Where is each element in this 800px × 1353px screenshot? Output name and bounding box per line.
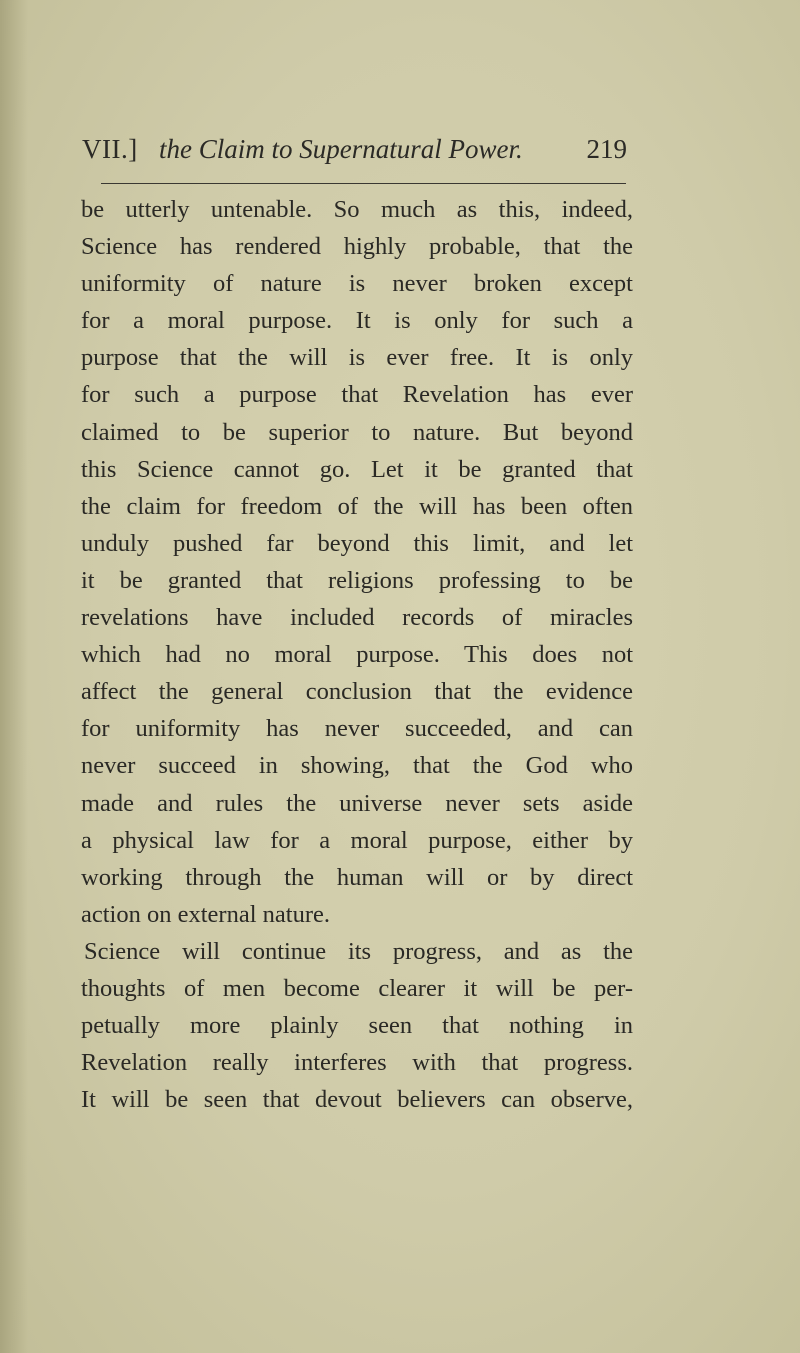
body-text bbox=[81, 191, 633, 1118]
text-line: for a moral purpose. It is only for such a bbox=[81, 307, 633, 335]
text-line: thoughts of men become clearer it will be per- bbox=[81, 974, 633, 1002]
text-line: unduly pushed far beyond this limit, and let bbox=[81, 529, 633, 557]
running-header bbox=[82, 134, 627, 180]
text-line: it be granted that religions professing to be bbox=[81, 566, 633, 594]
text-line: action on external nature. bbox=[81, 900, 330, 928]
text-line: revelations have included records of miracles bbox=[81, 604, 633, 632]
text-line: Science will continue its progress, and as the bbox=[84, 937, 633, 965]
text-line: affect the general conclusion that the evidence bbox=[81, 678, 633, 706]
text-line: which had no moral purpose. This does not bbox=[81, 641, 633, 669]
text-line: purpose that the will is ever free. It is only bbox=[81, 344, 633, 372]
text-line: a physical law for a moral purpose, either by bbox=[81, 826, 633, 854]
text-line: Revelation really interferes with that progress. bbox=[81, 1049, 633, 1077]
text-line: uniformity of nature is never broken except bbox=[81, 270, 633, 298]
text-line: the claim for freedom of the will has been often bbox=[81, 492, 633, 520]
text-line: this Science cannot go. Let it be granted that bbox=[81, 455, 633, 483]
text-line: claimed to be superior to nature. But beyond bbox=[81, 418, 633, 446]
text-line: working through the human will or by direct bbox=[81, 863, 633, 891]
chapter-number: VII.] bbox=[82, 134, 138, 164]
running-title: the Claim to Supernatural Power. bbox=[159, 134, 523, 164]
page-number: 219 bbox=[586, 134, 627, 164]
page-edge-shadow bbox=[0, 0, 28, 1353]
text-line: petually more plainly seen that nothing in bbox=[81, 1012, 633, 1040]
text-line: for uniformity has never succeeded, and can bbox=[81, 715, 633, 743]
text-line: Science has rendered highly probable, that the bbox=[81, 233, 633, 261]
header-rule bbox=[101, 183, 626, 184]
text-line: be utterly untenable. So much as this, indeed, bbox=[81, 196, 633, 223]
text-line: never succeed in showing, that the God who bbox=[81, 752, 633, 780]
text-line: It will be seen that devout believers can observe, bbox=[81, 1086, 633, 1114]
text-line: made and rules the universe never sets aside bbox=[81, 789, 633, 817]
text-line: for such a purpose that Revelation has ever bbox=[81, 381, 633, 409]
